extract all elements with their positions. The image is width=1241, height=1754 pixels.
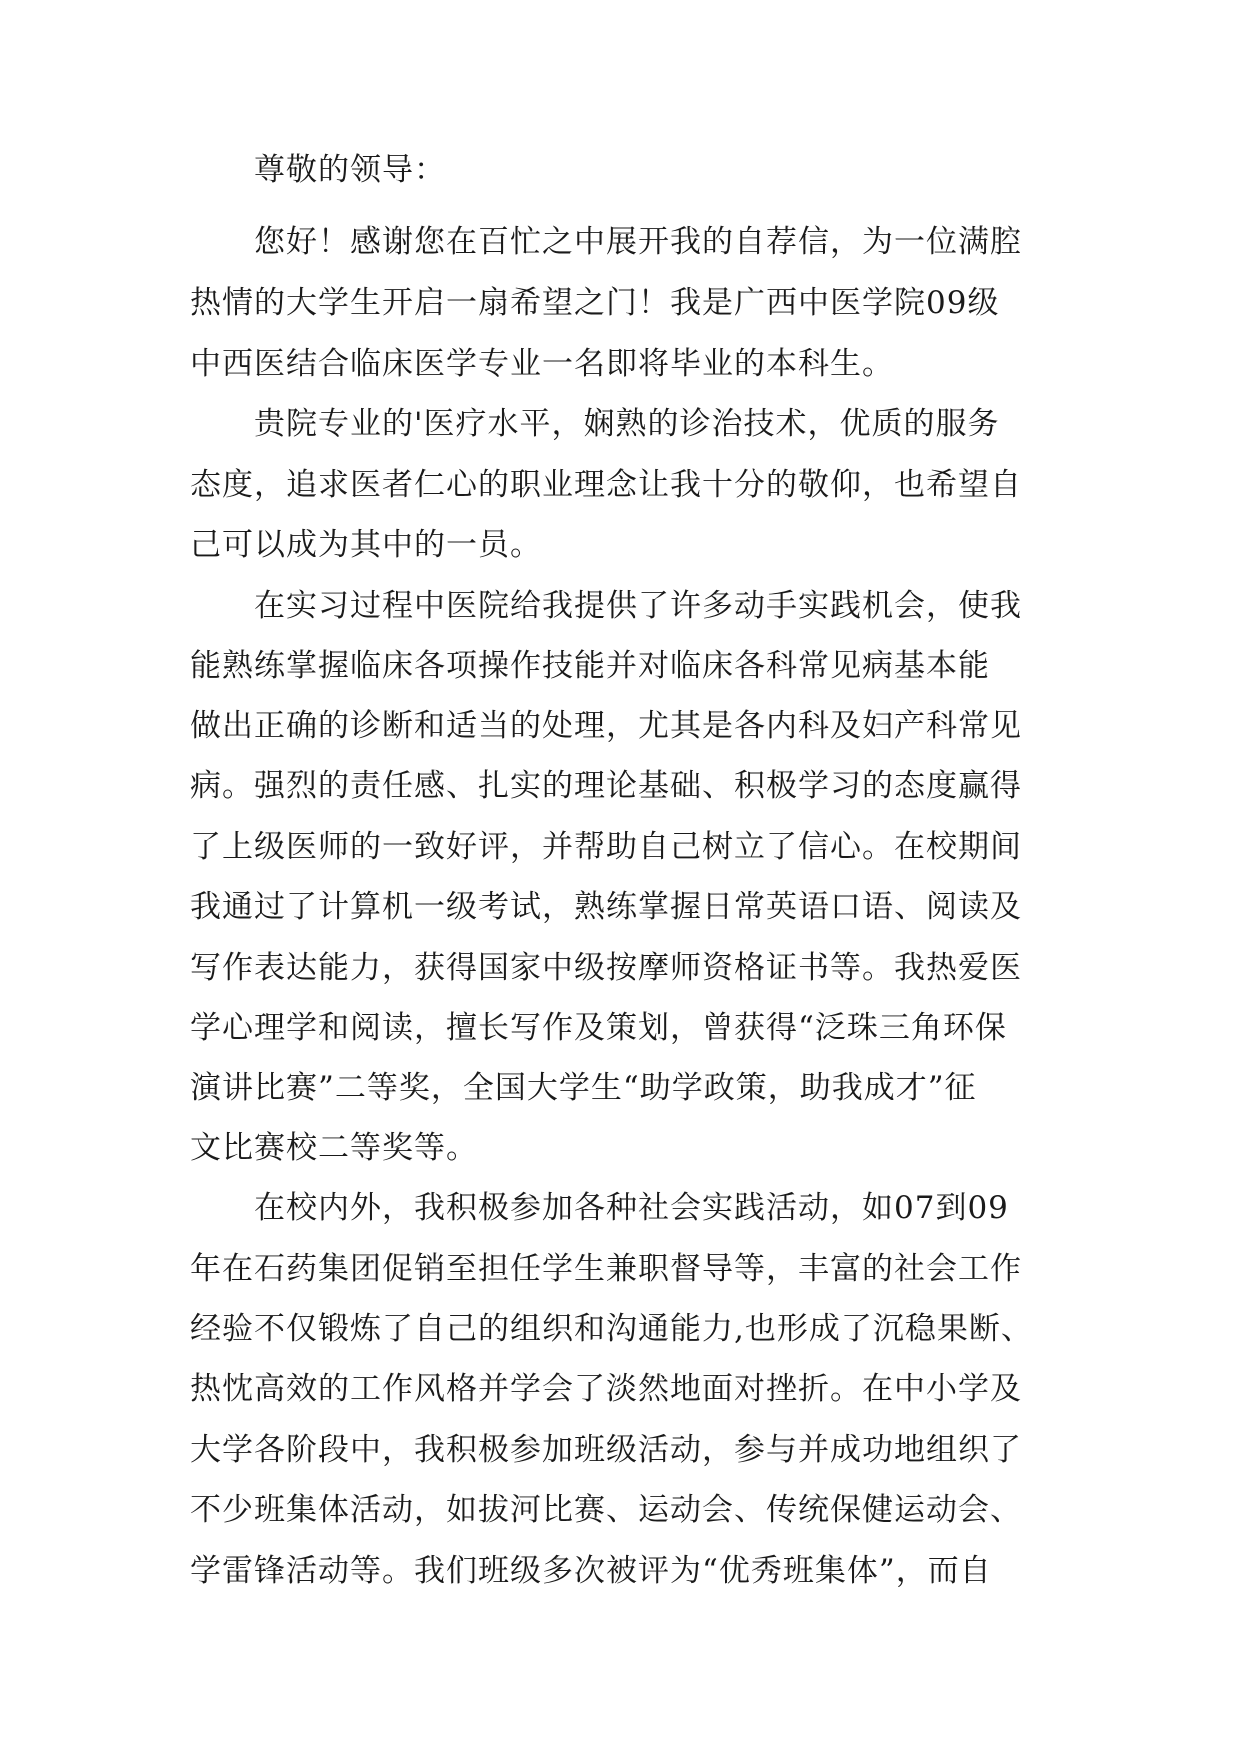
body-line: 贵院专业的'医疗水平，娴熟的诊治技术，优质的服务	[254, 406, 1000, 442]
body-line: 学心理学和阅读，擅长写作及策划，曾获得“泛珠三角环保	[190, 1010, 1007, 1046]
body-line: 您好！感谢您在百忙之中展开我的自荐信，为一位满腔	[254, 224, 1022, 260]
body-line: 经验不仅锻炼了自己的组织和沟通能力,也形成了沉稳果断、	[190, 1311, 1033, 1347]
body-line: 热情的大学生开启一扇希望之门！我是广西中医学院09级	[190, 285, 1000, 321]
salutation: 尊敬的领导：	[254, 152, 446, 188]
body-line: 文比赛校二等奖等。	[190, 1130, 478, 1166]
body-line: 在实习过程中医院给我提供了许多动手实践机会，使我	[254, 588, 1022, 624]
body-line: 态度，追求医者仁心的职业理念让我十分的敬仰，也希望自	[190, 467, 1022, 503]
body-line: 中西医结合临床医学专业一名即将毕业的本科生。	[190, 346, 894, 382]
body-line: 做出正确的诊断和适当的处理，尤其是各内科及妇产科常见	[190, 708, 1022, 744]
body-line: 了上级医师的一致好评，并帮助自己树立了信心。在校期间	[190, 829, 1022, 865]
body-line: 能熟练掌握临床各项操作技能并对临床各科常见病基本能	[190, 648, 990, 684]
body-line: 不少班集体活动，如拔河比赛、运动会、传统保健运动会、	[190, 1492, 1022, 1528]
body-line: 年在石药集团促销至担任学生兼职督导等，丰富的社会工作	[190, 1251, 1022, 1287]
body-line: 学雷锋活动等。我们班级多次被评为“优秀班集体”，而自	[190, 1553, 992, 1589]
body-line: 在校内外，我积极参加各种社会实践活动，如07到09	[254, 1190, 1009, 1226]
body-line: 演讲比赛”二等奖，全国大学生“助学政策，助我成才”征	[190, 1070, 977, 1106]
body-line: 写作表达能力，获得国家中级按摩师资格证书等。我热爱医	[190, 950, 1022, 986]
body-line: 热忱高效的工作风格并学会了淡然地面对挫折。在中小学及	[190, 1371, 1022, 1407]
body-line: 己可以成为其中的一员。	[190, 527, 542, 563]
body-line: 病。强烈的责任感、扎实的理论基础、积极学习的态度赢得	[190, 768, 1022, 804]
body-line: 我通过了计算机一级考试，熟练掌握日常英语口语、阅读及	[190, 889, 1022, 925]
body-line: 大学各阶段中，我积极参加班级活动，参与并成功地组织了	[190, 1432, 1022, 1468]
